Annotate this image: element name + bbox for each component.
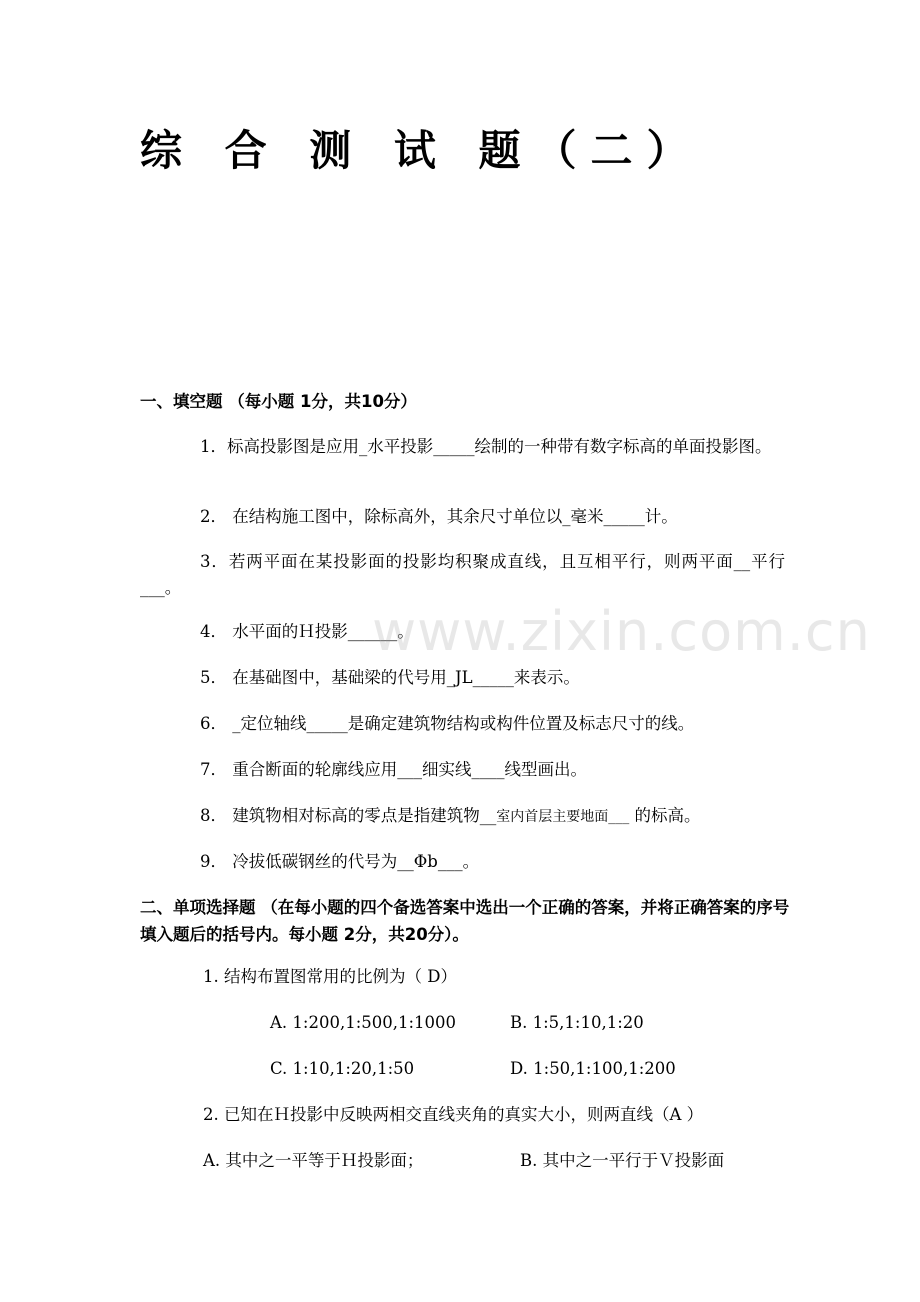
question-5: 5． 在基础图中，基础梁的代号用_JL_____来表示。 — [200, 668, 580, 687]
mc-question-2-option-b: B. 其中之一平行于Ｖ投影面 — [520, 1151, 725, 1170]
mc-question-2-option-a: A. 其中之一平等于Ｈ投影面； — [203, 1151, 424, 1170]
question-6: 6． _定位轴线_____是确定建筑物结构或构件位置及标志尺寸的线。 — [200, 714, 695, 733]
mc-question-1-option-a: A. 1:200,1:500,1:1000 — [270, 1013, 457, 1032]
question-8 — [200, 802, 701, 831]
question-2: 2． 在结构施工图中，除标高外，其余尺寸单位以_毫米_____计。 — [200, 507, 678, 526]
question-1: 1．标高投影图是应用_水平投影_____绘制的一种带有数字标高的单面投影图。 — [200, 437, 772, 456]
watermark: www.zixin.com.cn — [372, 600, 871, 663]
question-9: 9． 冷拔低碳钢丝的代号为__Φb___。 — [200, 852, 480, 871]
question-8-suffix: 的标高。 — [629, 806, 701, 825]
section-heading-single-choice: 二、单项选择题 （在每小题的四个备选答案中选出一个正确的答案，并将正确答案的序号填入题后的括号内。每小题 2分，共20分）。 — [140, 898, 790, 944]
mc-question-1-option-b: B. 1:5,1:10,1:20 — [510, 1013, 644, 1032]
mc-question-2: 2. 已知在Ｈ投影中反映两相交直线夹角的真实大小，则两直线（A ） — [203, 1105, 704, 1124]
mc-question-1: 1. 结构布置图常用的比例为（ D） — [203, 967, 457, 986]
page-title: 综 合 测 试 题（二） — [140, 126, 703, 175]
question-7: 7． 重合断面的轮廓线应用___细实线____线型画出。 — [200, 760, 587, 779]
mc-question-1-option-d: D. 1:50,1:100,1:200 — [510, 1059, 676, 1078]
mc-question-1-option-c: C. 1:10,1:20,1:50 — [270, 1059, 415, 1078]
question-8-prefix: 8． 建筑物相对标高的零点是指建筑物__ — [200, 806, 497, 825]
section-heading-fill-in: 一、填空题 （每小题 1分，共10分） — [140, 392, 417, 411]
question-3: 3．若两平面在某投影面的投影均积聚成直线，且互相平行，则两平面__平行___。 — [140, 552, 785, 597]
question-4: 4． 水平面的Ｈ投影______。 — [200, 622, 414, 641]
question-8-answer: 室内首层主要地面___ — [496, 809, 630, 825]
